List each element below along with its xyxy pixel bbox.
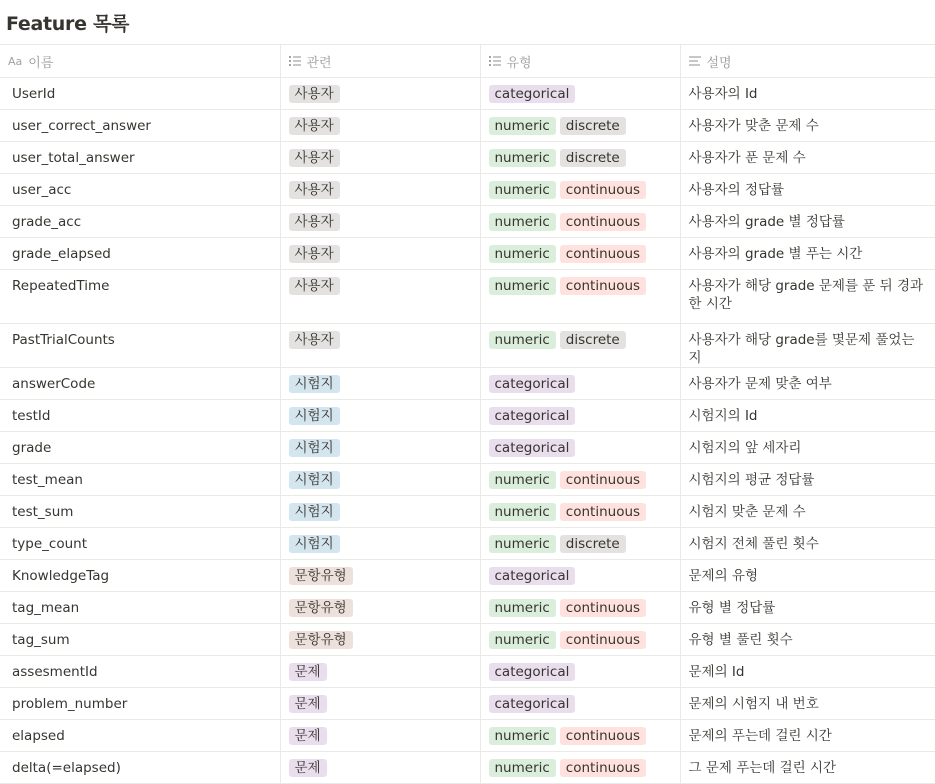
- type-cell[interactable]: [480, 142, 680, 174]
- feature-name: elapsed: [12, 728, 65, 744]
- relation-cell[interactable]: [280, 528, 480, 560]
- feature-name: type_count: [12, 536, 87, 552]
- table-header-row: [0, 45, 935, 78]
- name-cell[interactable]: [0, 688, 280, 720]
- type-cell[interactable]: [480, 238, 680, 270]
- name-cell[interactable]: [0, 752, 280, 784]
- feature-description: 사용자의 grade 별 푸는 시간: [688, 246, 863, 262]
- feature-description: 시험지 전체 풀린 횟수: [688, 536, 819, 552]
- type-tag: numeric: [489, 245, 556, 263]
- type-tag: discrete: [560, 331, 626, 349]
- multi-select-icon: [489, 56, 501, 66]
- relation-tag: 시험지: [289, 375, 340, 393]
- table-row[interactable]: [0, 528, 935, 560]
- table-row[interactable]: [0, 560, 935, 592]
- type-tag: numeric: [489, 213, 556, 231]
- name-cell[interactable]: [0, 432, 280, 464]
- feature-description: 사용자가 맞춘 문제 수: [688, 118, 819, 134]
- description-cell[interactable]: [680, 592, 935, 624]
- description-cell[interactable]: [680, 752, 935, 784]
- table-row[interactable]: [0, 110, 935, 142]
- feature-name: user_total_answer: [12, 150, 135, 166]
- column-header-type[interactable]: [480, 45, 680, 78]
- relation-cell[interactable]: [280, 560, 480, 592]
- type-cell[interactable]: [480, 324, 680, 368]
- type-tag: numeric: [489, 503, 556, 521]
- feature-name: grade_acc: [12, 214, 82, 230]
- feature-name: testId: [12, 408, 51, 424]
- relation-tag: 시험지: [289, 439, 340, 457]
- relation-tag: 문항유형: [289, 599, 353, 617]
- feature-name: grade: [12, 440, 52, 456]
- table-row[interactable]: [0, 432, 935, 464]
- feature-description: 사용자가 해당 grade 문제를 푼 뒤 경과한 시간: [688, 278, 924, 312]
- type-tag: continuous: [560, 727, 646, 745]
- type-cell[interactable]: [480, 656, 680, 688]
- relation-cell[interactable]: [280, 270, 480, 324]
- relation-cell[interactable]: [280, 752, 480, 784]
- type-tag: continuous: [560, 181, 646, 199]
- table-row[interactable]: [0, 238, 935, 270]
- name-cell[interactable]: [0, 142, 280, 174]
- type-tag: numeric: [489, 181, 556, 199]
- type-cell[interactable]: [480, 720, 680, 752]
- type-tag: categorical: [489, 695, 576, 713]
- relation-tag: 사용자: [289, 117, 340, 135]
- table-row[interactable]: [0, 592, 935, 624]
- feature-description: 사용자가 푼 문제 수: [688, 150, 806, 166]
- type-tag: numeric: [489, 149, 556, 167]
- name-cell[interactable]: [0, 528, 280, 560]
- type-cell[interactable]: [480, 624, 680, 656]
- type-tag: numeric: [489, 331, 556, 349]
- relation-cell[interactable]: [280, 432, 480, 464]
- feature-description: 시험지 맞춘 문제 수: [688, 504, 806, 520]
- table-row[interactable]: [0, 496, 935, 528]
- feature-name: PastTrialCounts: [12, 332, 115, 348]
- type-cell[interactable]: [480, 592, 680, 624]
- relation-cell[interactable]: [280, 496, 480, 528]
- feature-name: tag_mean: [12, 600, 80, 616]
- description-cell[interactable]: [680, 368, 935, 400]
- feature-description: 문제의 Id: [688, 664, 745, 680]
- description-cell[interactable]: [680, 400, 935, 432]
- name-cell[interactable]: [0, 624, 280, 656]
- type-cell[interactable]: [480, 688, 680, 720]
- relation-cell[interactable]: [280, 592, 480, 624]
- relation-cell[interactable]: [280, 624, 480, 656]
- type-tag: discrete: [560, 117, 626, 135]
- type-tag: categorical: [489, 663, 576, 681]
- column-header-relation[interactable]: [280, 45, 480, 78]
- relation-cell[interactable]: [280, 464, 480, 496]
- relation-cell[interactable]: [280, 238, 480, 270]
- feature-table: [0, 44, 935, 784]
- table-row[interactable]: [0, 624, 935, 656]
- relation-tag: 문제: [289, 663, 327, 681]
- type-tag: numeric: [489, 599, 556, 617]
- feature-description: 문제의 유형: [688, 568, 758, 584]
- feature-description: 시험지의 앞 세자리: [688, 440, 802, 456]
- type-tag: numeric: [489, 727, 556, 745]
- name-cell[interactable]: [0, 270, 280, 324]
- type-tag: numeric: [489, 277, 556, 295]
- type-cell[interactable]: [480, 270, 680, 324]
- relation-tag: 문항유형: [289, 567, 353, 585]
- relation-tag: 시험지: [289, 471, 340, 489]
- description-cell[interactable]: [680, 656, 935, 688]
- feature-description: 사용자가 문제 맞춘 여부: [688, 376, 832, 392]
- type-tag: numeric: [489, 631, 556, 649]
- feature-name: user_correct_answer: [12, 118, 151, 134]
- type-tag: categorical: [489, 375, 576, 393]
- type-cell[interactable]: [480, 110, 680, 142]
- relation-tag: 문제: [289, 727, 327, 745]
- relation-cell[interactable]: [280, 656, 480, 688]
- feature-name: assesmentId: [12, 664, 98, 680]
- name-cell[interactable]: [0, 206, 280, 238]
- table-row[interactable]: [0, 368, 935, 400]
- name-cell[interactable]: [0, 110, 280, 142]
- feature-name: answerCode: [12, 376, 96, 392]
- table-row[interactable]: [0, 752, 935, 784]
- table-row[interactable]: [0, 720, 935, 752]
- type-tag: continuous: [560, 631, 646, 649]
- feature-name: grade_elapsed: [12, 246, 111, 262]
- relation-tag: 사용자: [289, 331, 340, 349]
- text-property-icon: Aa: [8, 54, 23, 68]
- relation-cell[interactable]: [280, 174, 480, 206]
- relation-tag: 사용자: [289, 149, 340, 167]
- table-row[interactable]: [0, 142, 935, 174]
- feature-description: 유형 별 풀린 횟수: [688, 632, 793, 648]
- type-cell[interactable]: [480, 496, 680, 528]
- feature-description: 유형 별 정답률: [688, 600, 776, 616]
- page-title: Feature 목록: [6, 13, 130, 35]
- name-cell[interactable]: [0, 78, 280, 110]
- type-cell[interactable]: [480, 400, 680, 432]
- feature-name: tag_sum: [12, 632, 70, 648]
- table-row[interactable]: [0, 206, 935, 238]
- text-lines-icon: [689, 56, 701, 66]
- type-tag: continuous: [560, 503, 646, 521]
- type-tag: continuous: [560, 245, 646, 263]
- feature-description: 사용자의 grade 별 정답률: [688, 214, 845, 230]
- feature-name: user_acc: [12, 182, 72, 198]
- feature-description: 사용자의 정답률: [688, 182, 785, 198]
- type-tag: continuous: [560, 471, 646, 489]
- description-cell[interactable]: [680, 206, 935, 238]
- type-cell[interactable]: [480, 206, 680, 238]
- name-cell[interactable]: [0, 560, 280, 592]
- relation-tag: 사용자: [289, 245, 340, 263]
- description-cell[interactable]: [680, 142, 935, 174]
- relation-cell[interactable]: [280, 142, 480, 174]
- type-tag: continuous: [560, 213, 646, 231]
- table-row[interactable]: [0, 400, 935, 432]
- feature-name: RepeatedTime: [12, 278, 110, 294]
- type-tag: numeric: [489, 471, 556, 489]
- description-cell[interactable]: [680, 78, 935, 110]
- type-cell[interactable]: [480, 528, 680, 560]
- feature-name: problem_number: [12, 696, 128, 712]
- relation-cell[interactable]: [280, 206, 480, 238]
- feature-name: KnowledgeTag: [12, 568, 110, 584]
- column-header-label: 유형: [506, 55, 532, 71]
- type-tag: categorical: [489, 567, 576, 585]
- relation-tag: 사용자: [289, 277, 340, 295]
- description-cell[interactable]: [680, 528, 935, 560]
- feature-description: 시험지의 평균 정답률: [688, 472, 815, 488]
- relation-tag: 문제: [289, 695, 327, 713]
- column-header-description[interactable]: [680, 45, 935, 78]
- multi-select-icon: [289, 56, 301, 66]
- name-cell[interactable]: [0, 464, 280, 496]
- relation-cell[interactable]: [280, 368, 480, 400]
- feature-description: 문제의 푸는데 걸린 시간: [688, 728, 832, 744]
- description-cell[interactable]: [680, 110, 935, 142]
- table-row[interactable]: [0, 78, 935, 110]
- table-row[interactable]: [0, 464, 935, 496]
- feature-name: UserId: [12, 86, 56, 102]
- feature-name: delta(=elapsed): [12, 760, 121, 776]
- feature-description: 사용자의 Id: [688, 86, 758, 102]
- feature-name: test_mean: [12, 472, 83, 488]
- feature-name: test_sum: [12, 504, 74, 520]
- type-tag: continuous: [560, 277, 646, 295]
- type-tag: numeric: [489, 535, 556, 553]
- table-row[interactable]: [0, 656, 935, 688]
- type-tag: continuous: [560, 759, 646, 777]
- feature-description: 시험지의 Id: [688, 408, 758, 424]
- relation-tag: 사용자: [289, 213, 340, 231]
- name-cell[interactable]: [0, 174, 280, 206]
- type-tag: categorical: [489, 439, 576, 457]
- type-cell[interactable]: [480, 368, 680, 400]
- type-cell[interactable]: [480, 174, 680, 206]
- table-row[interactable]: [0, 174, 935, 206]
- column-header-label: 관련: [306, 55, 332, 71]
- name-cell[interactable]: [0, 656, 280, 688]
- name-cell[interactable]: [0, 496, 280, 528]
- type-cell[interactable]: [480, 752, 680, 784]
- description-cell[interactable]: [680, 688, 935, 720]
- name-cell[interactable]: [0, 324, 280, 368]
- feature-description: 그 문제 푸는데 걸린 시간: [688, 760, 837, 776]
- type-tag: continuous: [560, 599, 646, 617]
- relation-tag: 시험지: [289, 407, 340, 425]
- column-header-name[interactable]: [0, 45, 280, 78]
- type-tag: categorical: [489, 85, 576, 103]
- name-cell[interactable]: [0, 400, 280, 432]
- description-cell[interactable]: [680, 238, 935, 270]
- table-row[interactable]: [0, 270, 935, 324]
- description-cell[interactable]: [680, 720, 935, 752]
- column-header-label: 설명: [706, 55, 732, 71]
- relation-cell[interactable]: [280, 688, 480, 720]
- type-tag: discrete: [560, 149, 626, 167]
- table-row[interactable]: [0, 688, 935, 720]
- description-cell[interactable]: [680, 496, 935, 528]
- type-tag: discrete: [560, 535, 626, 553]
- type-cell[interactable]: [480, 432, 680, 464]
- type-cell[interactable]: [480, 560, 680, 592]
- description-cell[interactable]: [680, 174, 935, 206]
- relation-cell[interactable]: [280, 110, 480, 142]
- name-cell[interactable]: [0, 238, 280, 270]
- feature-description: 문제의 시험지 내 번호: [688, 696, 819, 712]
- relation-cell[interactable]: [280, 720, 480, 752]
- relation-tag: 사용자: [289, 85, 340, 103]
- relation-tag: 시험지: [289, 535, 340, 553]
- type-tag: categorical: [489, 407, 576, 425]
- type-tag: numeric: [489, 759, 556, 777]
- column-header-label: 이름: [28, 55, 54, 71]
- relation-cell[interactable]: [280, 324, 480, 368]
- name-cell[interactable]: [0, 592, 280, 624]
- type-cell[interactable]: [480, 78, 680, 110]
- relation-tag: 문항유형: [289, 631, 353, 649]
- description-cell[interactable]: [680, 560, 935, 592]
- relation-tag: 문제: [289, 759, 327, 777]
- description-cell[interactable]: [680, 270, 935, 324]
- name-cell[interactable]: [0, 720, 280, 752]
- feature-description: 사용자가 해당 grade를 몇문제 풀었는지: [688, 332, 915, 366]
- relation-tag: 시험지: [289, 503, 340, 521]
- relation-cell[interactable]: [280, 78, 480, 110]
- table-row[interactable]: [0, 324, 935, 368]
- type-cell[interactable]: [480, 464, 680, 496]
- description-cell[interactable]: [680, 324, 935, 368]
- relation-tag: 사용자: [289, 181, 340, 199]
- description-cell[interactable]: [680, 464, 935, 496]
- description-cell[interactable]: [680, 624, 935, 656]
- name-cell[interactable]: [0, 368, 280, 400]
- type-tag: numeric: [489, 117, 556, 135]
- description-cell[interactable]: [680, 432, 935, 464]
- relation-cell[interactable]: [280, 400, 480, 432]
